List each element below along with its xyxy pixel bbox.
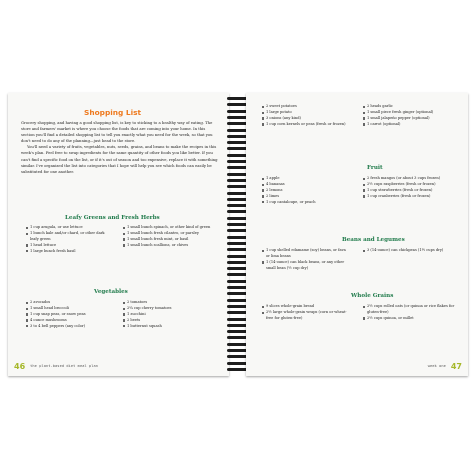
shopping-item: 1 cup cranberries (fresh or frozen) bbox=[363, 194, 459, 200]
page-number: 47 bbox=[450, 361, 462, 371]
left-page bbox=[8, 93, 229, 376]
shopping-item: 2 limes bbox=[262, 194, 350, 200]
page-footer bbox=[252, 361, 462, 371]
section-heading-leafy-greens: Leafy Greens and Fresh Herbs bbox=[65, 215, 160, 221]
shopping-item: 4 bananas bbox=[262, 182, 350, 188]
shopping-item: 1 apple bbox=[262, 176, 350, 182]
section-heading-fruit: Fruit bbox=[367, 165, 383, 171]
beans-list-col1 bbox=[262, 248, 350, 272]
shopping-item: 1 large bunch fresh basil bbox=[26, 249, 114, 255]
section-heading-vegetables: Vegetables bbox=[94, 289, 128, 295]
section-heading-whole-grains: Whole Grains bbox=[351, 293, 394, 299]
leafy-list-col2 bbox=[123, 225, 213, 249]
shopping-item: 2 heads garlic bbox=[363, 104, 459, 110]
grains-list-col1 bbox=[262, 304, 350, 322]
shopping-item: 1 small piece fresh ginger (optional) bbox=[363, 110, 459, 116]
shopping-item: 1 cup arugula, or use lettuce bbox=[26, 225, 114, 231]
intro-paragraph: Grocery shopping, and having a good shopping list, is key to sticking to a healthy way of eating. The store and farmers' market is where you choose the foods that are coming into your home. In this section you'll find a detailed shopping list to tell you exactly what you need for the week, so that you don't need to do any of the planning—just head to the store. bbox=[21, 121, 213, 144]
shopping-item: 9 slices whole-grain bread bbox=[262, 304, 350, 310]
right-page bbox=[246, 93, 468, 376]
shopping-item: 2 beets bbox=[123, 318, 213, 324]
intro-paragraph: You'll need a variety of fruits, vegetables, nuts, seeds, grains, and beans to make the recipes in this week's plan. Feel free to swap ingredients for the same quantity of other foods you like better. If you can't find a specific food on the list, or if it's out of season and too expensive, replace it with something similar. I've organized the list into categories that I hope will help you see which foods can easily be substituted for one another. bbox=[21, 145, 218, 174]
shopping-item: 2½ cups raspberries (fresh or frozen) bbox=[363, 182, 459, 188]
shopping-item: 1 carrot (optional) bbox=[363, 122, 459, 128]
shopping-item: 2 tomatoes bbox=[123, 300, 213, 306]
shopping-item: 3 onions (any kind) bbox=[262, 116, 350, 122]
shopping-item: 4 ounce mushrooms bbox=[26, 318, 114, 324]
shopping-item: 1 small jalapeño pepper (optional) bbox=[363, 116, 459, 122]
section-name-footer: week one bbox=[427, 364, 446, 368]
grains-list-col2 bbox=[363, 304, 459, 322]
shopping-item: 1 small bunch spinach, or other kind of green bbox=[123, 225, 213, 231]
shopping-item: 1 cup cantaloupe, or peach bbox=[262, 200, 350, 206]
vegetables-list-col2 bbox=[123, 300, 213, 330]
page-number: 46 bbox=[14, 361, 26, 371]
shopping-item: 2 sweet potatoes bbox=[262, 104, 350, 110]
shopping-item: 2 lemons bbox=[262, 188, 350, 194]
shopping-item: 2½ cups quinoa, or millet bbox=[363, 316, 459, 322]
open-book bbox=[8, 93, 468, 376]
shopping-item: 1 large potato bbox=[262, 110, 350, 116]
book-title-footer: the plant-based diet meal plan bbox=[30, 364, 99, 368]
shopping-item: 1 small bunch fresh cilantro, or parsley bbox=[123, 231, 213, 237]
shopping-item: 1 (14-ounce) can black beans, or any other small bean (½ cup dry) bbox=[262, 260, 350, 272]
shopping-item: 1 zucchini bbox=[123, 312, 213, 318]
top-list-col1 bbox=[262, 104, 350, 128]
shopping-item: 2¼ cup cherry tomatoes bbox=[123, 306, 213, 312]
shopping-item: 1 head lettuce bbox=[26, 243, 114, 249]
shopping-item: 2½ large whole-grain wraps (corn or wheat-free for gluten-free) bbox=[262, 310, 350, 322]
shopping-item: 1 butternut squash bbox=[123, 324, 213, 330]
shopping-item: 1 cup corn kernels or peas (fresh or frozen) bbox=[262, 122, 350, 128]
shopping-item: 1 small head broccoli bbox=[26, 306, 114, 312]
beans-list-col2 bbox=[363, 248, 459, 254]
vegetables-list-col1 bbox=[26, 300, 114, 330]
shopping-item: 2 fresh mangos (or about 3 cups frozen) bbox=[363, 176, 459, 182]
page-title: Shopping List bbox=[84, 108, 142, 117]
shopping-item: 3 (14-ounce) can chickpeas (1½ cups dry) bbox=[363, 248, 459, 254]
shopping-item: 2½ cups rolled oats (or quinoa or rice flakes for gluten-free) bbox=[363, 304, 459, 316]
fruit-list-col2 bbox=[363, 176, 459, 200]
fruit-list-col1 bbox=[262, 176, 350, 206]
shopping-item: 3 to 4 bell peppers (any color) bbox=[26, 324, 114, 330]
top-list-col2 bbox=[363, 104, 459, 128]
leafy-list-col1 bbox=[26, 225, 114, 255]
shopping-item: 1 cup shelled edamame (soy) beans, or fava or lima beans bbox=[262, 248, 350, 260]
shopping-item: 1 cup strawberries (fresh or frozen) bbox=[363, 188, 459, 194]
shopping-item: 2 avocados bbox=[26, 300, 114, 306]
section-heading-beans: Beans and Legumes bbox=[342, 237, 405, 243]
shopping-item: 1 cup snap peas, or snow peas bbox=[26, 312, 114, 318]
intro-text bbox=[21, 120, 218, 175]
shopping-item: 1 bunch kale and/or chard, or other dark leafy green bbox=[26, 231, 114, 243]
shopping-item: 1 small bunch scallions, or chives bbox=[123, 243, 213, 249]
shopping-item: 1 small bunch fresh mint, or basil bbox=[123, 237, 213, 243]
page-footer bbox=[14, 361, 223, 371]
